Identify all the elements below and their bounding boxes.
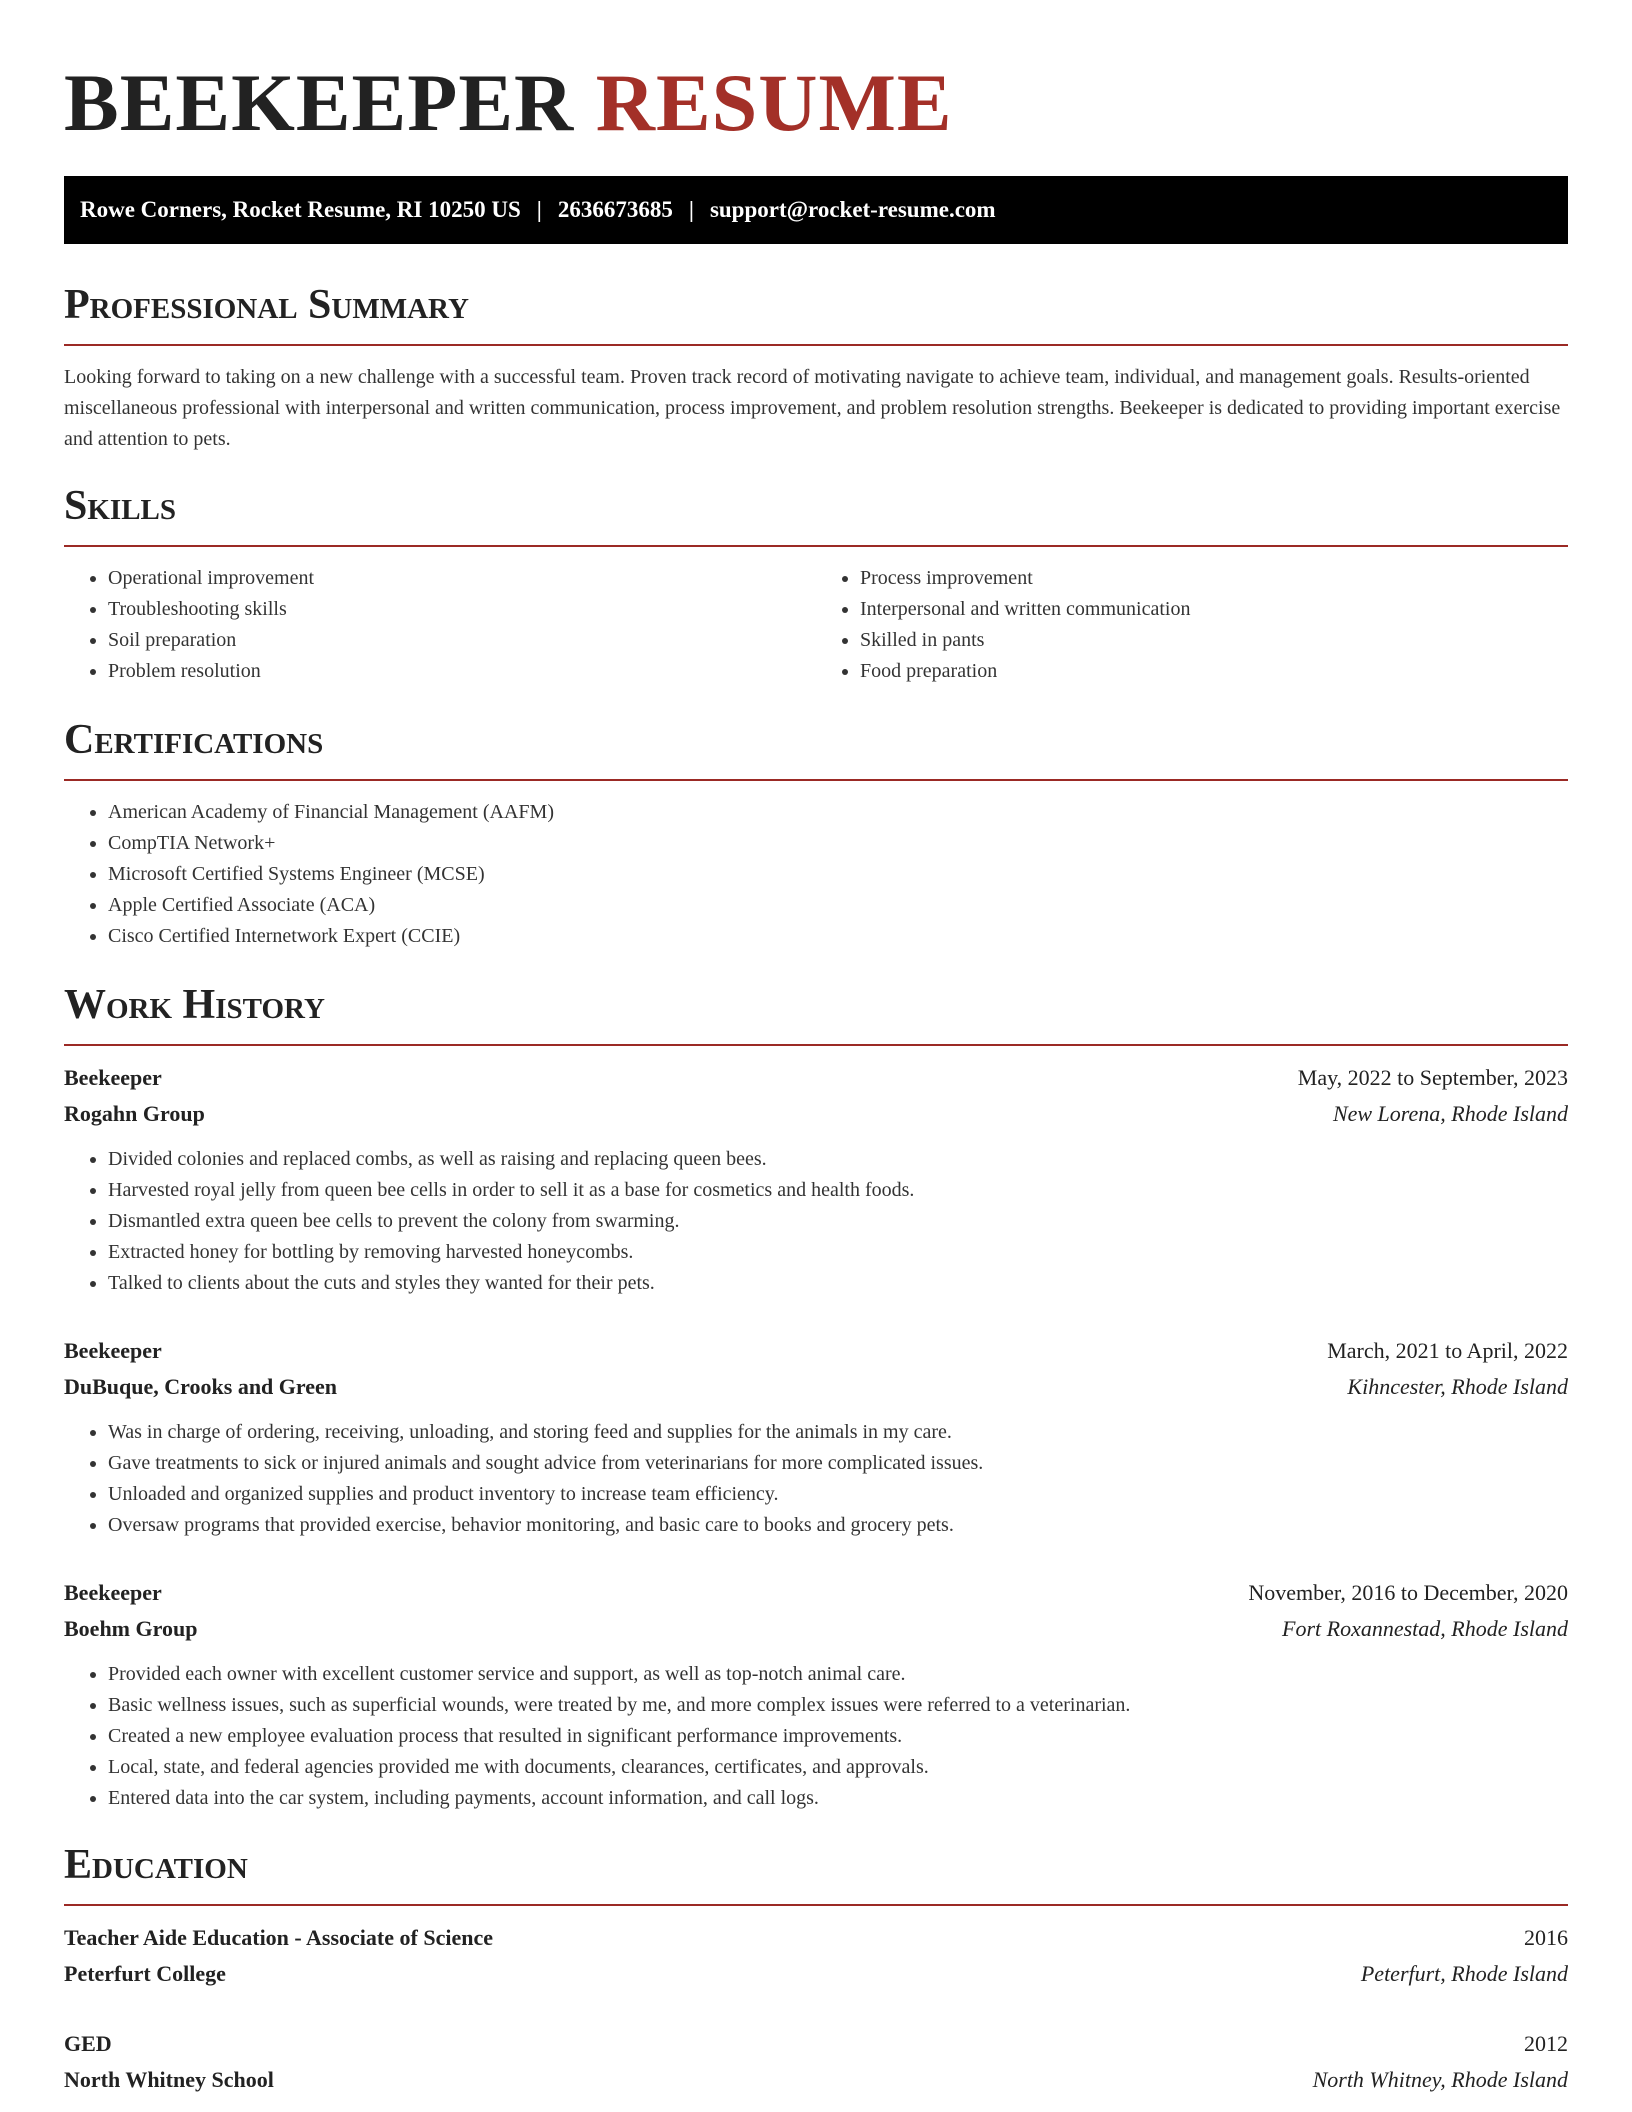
skill-item: • Interpersonal and written communication [860,594,1568,625]
education-school-row [64,1956,1568,1992]
certification-item: • CompTIA Network+ [108,828,1568,859]
job-company-row [64,1096,1568,1132]
education-header-row [64,1920,1568,1956]
job-company: Boehm Group [64,1616,198,1641]
skill-item: • Process improvement [860,563,1568,594]
job-duties [64,1659,1568,1814]
job-duty: • Provided each owner with excellent customer service and support, as well as top-notch animal care. [108,1659,1568,1690]
job-duty: • Oversaw programs that provided exercise, behavior monitoring, and basic care to books and grocery pets. [108,1510,1568,1541]
skills-section [64,481,1568,687]
job-role: Beekeeper [64,1580,162,1605]
job-duty: • Basic wellness issues, such as superficial wounds, were treated by me, and more complex issues were referred to a veterinarian. [108,1690,1568,1721]
job-header-row [64,1333,1568,1369]
job-company-row [64,1611,1568,1647]
certification-item: • American Academy of Financial Management (AAFM) [108,797,1568,828]
education-location: North Whitney, Rhode Island [1312,2067,1568,2092]
skill-item: • Food preparation [860,656,1568,687]
certifications-list [64,797,1568,952]
skill-item: • Operational improvement [108,563,816,594]
job-duty: • Entered data into the car system, including payments, account information, and call logs. [108,1783,1568,1814]
job-dates: May, 2022 to September, 2023 [1297,1065,1568,1090]
contact-address: Rowe Corners, Rocket Resume, RI 10250 US [80,197,521,222]
education-heading: Education [64,1840,1568,1906]
education-section [64,1840,1568,2098]
job-duty: • Was in charge of ordering, receiving, unloading, and storing feed and supplies for the animals in my care. [108,1417,1568,1448]
job-duty: • Divided colonies and replaced combs, as well as raising and replacing queen bees. [108,1144,1568,1175]
job-duty: • Local, state, and federal agencies provided me with documents, clearances, certificates, and approvals. [108,1752,1568,1783]
skills-list-left [64,563,816,687]
education-school: Peterfurt College [64,1961,226,1986]
job-location: Kihncester, Rhode Island [1347,1374,1568,1399]
contact-phone: 2636673685 [557,197,673,222]
job-duties [64,1417,1568,1541]
education-entry [64,2026,1568,2098]
job-header-row [64,1575,1568,1611]
education-degree: Teacher Aide Education - Associate of Science [64,1925,493,1950]
job-duty: • Dismantled extra queen bee cells to prevent the colony from swarming. [108,1206,1568,1237]
contact-separator: | [688,197,694,222]
summary-heading: Professional Summary [64,280,1568,346]
job-dates: November, 2016 to December, 2020 [1248,1580,1568,1605]
education-school: North Whitney School [64,2067,274,2092]
job-entry [64,1575,1568,1814]
job-entry [64,1333,1568,1541]
job-duties [64,1144,1568,1299]
work-history-section [64,980,1568,1814]
job-duty: • Talked to clients about the cuts and styles they wanted for their pets. [108,1268,1568,1299]
certification-item: • Apple Certified Associate (ACA) [108,890,1568,921]
job-duty: • Extracted honey for bottling by removing harvested honeycombs. [108,1237,1568,1268]
work-history-heading: Work History [64,980,1568,1046]
job-duty: • Created a new employee evaluation process that resulted in significant performance improvements. [108,1721,1568,1752]
skill-item: • Troubleshooting skills [108,594,816,625]
certification-item: • Microsoft Certified Systems Engineer (MCSE) [108,859,1568,890]
education-school-row [64,2062,1568,2098]
job-dates: March, 2021 to April, 2022 [1327,1338,1568,1363]
job-entry [64,1060,1568,1299]
job-company: DuBuque, Crooks and Green [64,1374,338,1399]
job-company-row [64,1369,1568,1405]
job-role: Beekeeper [64,1065,162,1090]
education-location: Peterfurt, Rhode Island [1360,1961,1568,1986]
title-accent: RESUME [595,57,953,148]
job-duty: • Unloaded and organized supplies and product inventory to increase team efficiency. [108,1479,1568,1510]
summary-text: Looking forward to taking on a new challenge with a successful team. Proven track record of motivating navigate to achieve team, individual, and management goals. Results-oriented miscellaneous professional with interpersonal and written communication, process improvement, and problem resolution strengths. Beekeeper is dedicated to providing important exercise and attention to pets. [64,366,1561,450]
resume-title [64,50,1568,156]
certifications-heading: Certifications [64,715,1568,781]
contact-bar [64,176,1568,244]
education-header-row [64,2026,1568,2062]
summary-section [64,280,1568,455]
skill-item: • Skilled in pants [860,625,1568,656]
job-location: Fort Roxannestad, Rhode Island [1282,1616,1568,1641]
certification-item: • Cisco Certified Internetwork Expert (CCIE) [108,921,1568,952]
job-location: New Lorena, Rhode Island [1332,1101,1568,1126]
education-year: 2016 [1524,1925,1568,1950]
contact-separator: | [536,197,542,222]
education-entry [64,1920,1568,1992]
job-role: Beekeeper [64,1338,162,1363]
education-year: 2012 [1524,2031,1568,2056]
skill-item: • Problem resolution [108,656,816,687]
skills-list-right [816,563,1568,687]
certifications-section [64,715,1568,952]
skills-heading: Skills [64,481,1568,547]
job-duty: • Gave treatments to sick or injured animals and sought advice from veterinarians for more complicated issues. [108,1448,1568,1479]
skill-item: • Soil preparation [108,625,816,656]
job-duty: • Harvested royal jelly from queen bee cells in order to sell it as a base for cosmetics and health foods. [108,1175,1568,1206]
education-degree: GED [64,2031,112,2056]
job-header-row [64,1060,1568,1096]
contact-email: support@rocket-resume.com [709,197,996,222]
job-company: Rogahn Group [64,1101,205,1126]
skills-grid [64,547,1568,687]
title-main: BEEKEEPER [64,57,575,148]
